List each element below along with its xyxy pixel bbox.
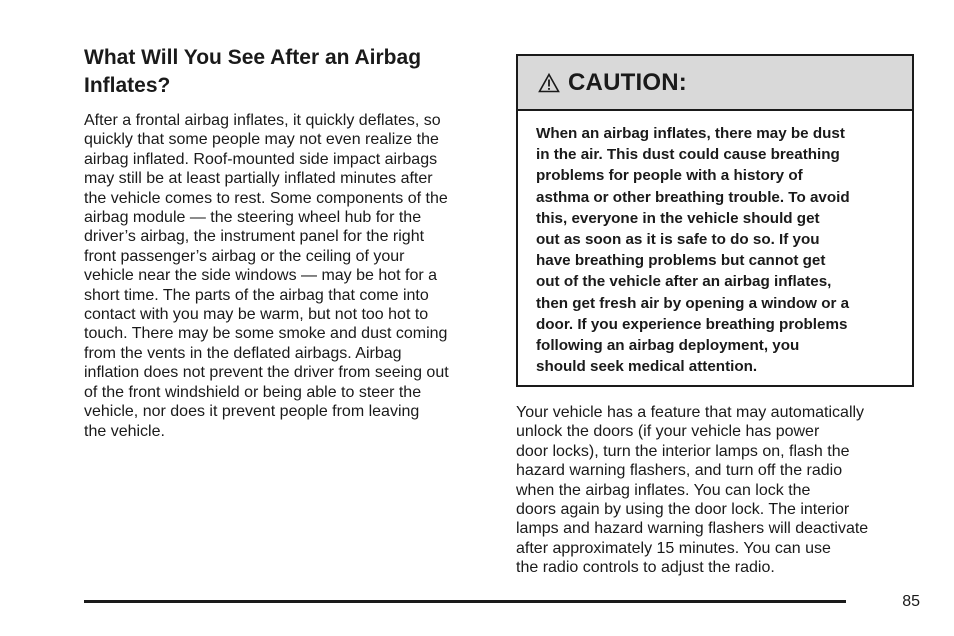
text-line: following an airbag deployment, you [536,337,800,355]
text-line: short time. The parts of the airbag that come into [84,286,429,304]
text-line: problems for people with a history of [536,167,803,185]
text-line: should seek medical attention. [536,358,758,376]
text-line: When an airbag inflates, there may be dust [536,125,845,142]
heading-line: Inflates? [84,74,171,97]
section-heading [84,44,504,100]
text-line: Your vehicle has a feature that may automatically [516,404,865,421]
text-line: after approximately 15 minutes. You can use [516,539,831,557]
text-line: out as soon as it is safe to do so. If you [536,231,820,249]
text-line: this, everyone in the vehicle should get [536,209,820,227]
caution-box [516,54,914,387]
text-line: have breathing problems but cannot get [536,252,826,270]
text-line: driver’s airbag, the instrument panel for the right [84,228,425,246]
text-line: then get fresh air by opening a window or a [536,294,850,312]
text-line: door. If you experience breathing problems [536,315,848,333]
text-line: the radio controls to adjust the radio. [516,559,775,577]
automatic-unlock-paragraph [516,403,916,578]
text-line: After a frontal airbag inflates, it quickly deflates, so [84,112,441,129]
page-number: 85 [902,593,920,610]
text-line: when the airbag inflates. You can lock the [516,481,811,499]
text-line: front passenger’s airbag or the ceiling of your [84,247,405,265]
text-line: the vehicle comes to rest. Some components of the [84,189,448,207]
text-line: may still be at least partially inflated minutes after [84,170,433,188]
text-line: doors again by using the door lock. The interior [516,501,850,519]
text-line: door locks), turn the interior lamps on, flash the [516,442,850,460]
footer-rule [84,600,846,603]
text-line: quickly that some people may not even realize the [84,131,439,149]
text-line: out of the vehicle after an airbag inflates, [536,273,832,291]
text-line: contact with you may be warm, but not too hot to [84,306,429,324]
text-line: vehicle near the side windows — may be hot for a [84,267,438,285]
text-line: lamps and hazard warning flashers will deactivate [516,520,869,538]
heading-line: What Will You See After an Airbag [84,46,422,69]
text-line: hazard warning flashers, and turn off the radio [516,462,843,480]
caution-title: CAUTION: [568,68,687,96]
text-line: the vehicle. [84,422,165,440]
text-line: airbag module — the steering wheel hub for the [84,209,422,227]
warning-triangle-icon [538,73,560,93]
text-line: touch. There may be some smoke and dust coming [84,325,448,343]
caution-text [518,111,912,377]
text-line: vehicle, nor does it prevent people from leaving [84,403,420,421]
text-line: from the vents in the deflated airbags. Airbag [84,344,402,362]
text-line: unlock the doors (if your vehicle has power [516,423,820,441]
text-line: of the front windshield or being able to steer the [84,383,422,401]
airbag-deflation-paragraph [84,111,494,441]
text-line: inflation does not prevent the driver from seeing out [84,364,449,382]
text-line: airbag inflated. Roof-mounted side impact airbags [84,150,438,168]
text-line: in the air. This dust could cause breathing [536,146,840,164]
caution-header [518,56,912,111]
text-line: asthma or other breathing trouble. To avoid [536,188,850,206]
